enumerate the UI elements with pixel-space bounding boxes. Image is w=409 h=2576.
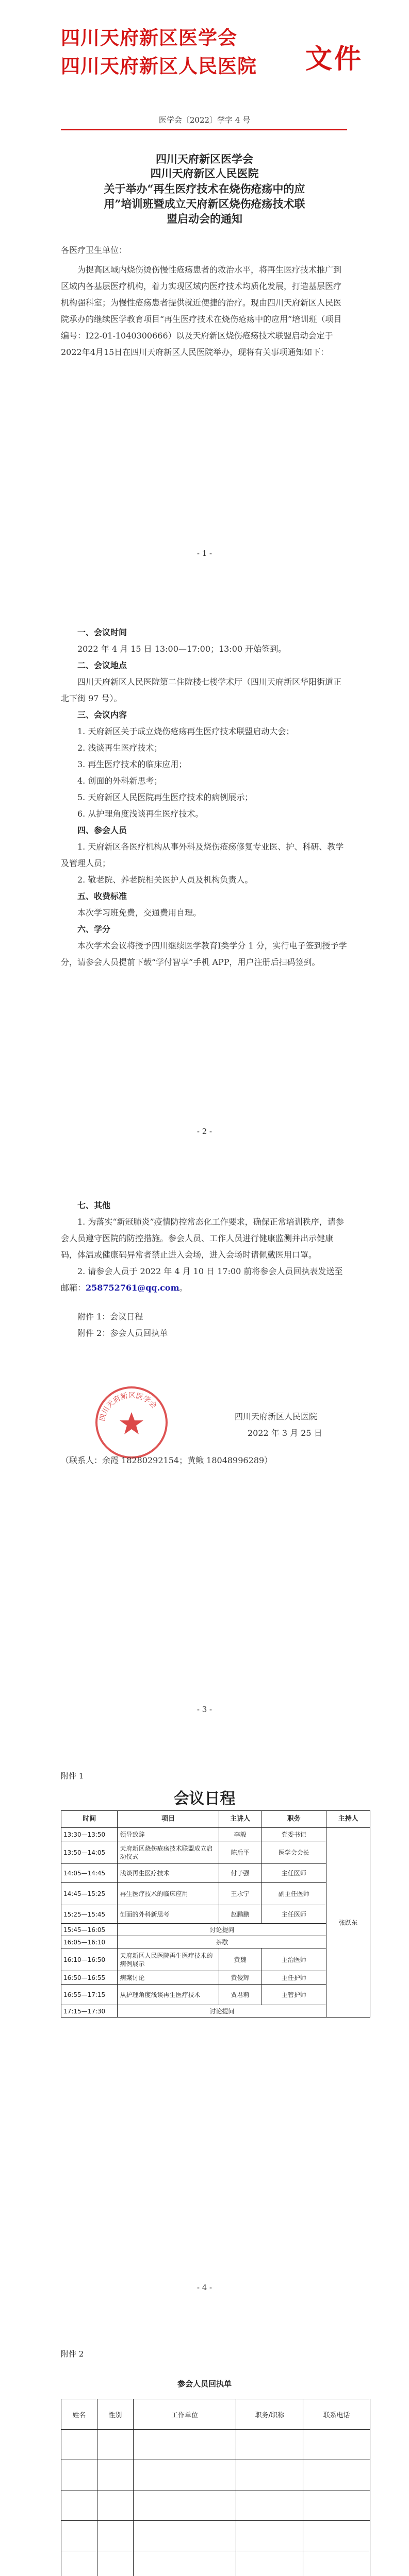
salutation: 各医疗卫生单位： [61, 245, 127, 255]
col-header: 职务 [261, 1811, 326, 1828]
page-number-4: - 4 - [197, 2283, 212, 2292]
receipt-body [61, 2430, 370, 2576]
cell-speaker: 赵鹏鹏 [219, 1905, 261, 1924]
section-3-item: 4. 创面的外科新思考； [77, 776, 162, 786]
col-header: 职务/职称 [236, 2399, 303, 2430]
cell-speaker: 李毅 [219, 1828, 261, 1841]
cell-speaker: 付子强 [219, 1864, 261, 1883]
cell-item: 天府新区人民医院再生医疗技术的病例展示 [118, 1948, 219, 1971]
cell-item: 领导致辞 [118, 1828, 219, 1841]
col-header: 工作单位 [133, 2399, 236, 2430]
section-4-title: 四、参会人员 [77, 825, 127, 835]
table-row [61, 1936, 370, 1948]
table-row [61, 2490, 370, 2521]
cell-item: 创面的外科新思考 [118, 1905, 219, 1924]
table-row [61, 1924, 370, 1936]
section-3-item: 1. 天府新区关于成立烧伤疮疡再生医疗技术联盟启动大会； [77, 726, 295, 736]
table-row [61, 1864, 370, 1883]
official-seal [93, 1384, 170, 1461]
cell-position: 主管护师 [261, 1985, 326, 2005]
cell-time: 15:25—15:45 [61, 1905, 118, 1924]
issuer-1: 四川天府新区医学会 [156, 152, 253, 165]
title-line-1: 关于举办“再生医疗技术在烧伤疮疡中的应 [104, 182, 305, 195]
table-row [61, 1841, 370, 1864]
col-header: 姓名 [61, 2399, 97, 2430]
issuer-2: 四川天府新区人民医院 [150, 167, 259, 180]
cell-time: 14:45—15:25 [61, 1883, 118, 1905]
section-3-title: 三、会议内容 [77, 710, 127, 720]
page-2 [0, 578, 409, 1156]
section-7-title: 七、其他 [77, 1200, 111, 1210]
cell-time: 14:05—14:45 [61, 1864, 118, 1883]
section-3-item: 6. 从护理角度浅谈再生医疗技术。 [77, 809, 204, 819]
page-3 [0, 1156, 409, 1734]
col-header: 主持人 [326, 1811, 370, 1828]
table-row [61, 1971, 370, 1985]
attachment-2: 附件 2：参会人员回执单 [77, 1328, 168, 1338]
section-1-body: 2022 年 4 月 15 日 13:00—17:00；13:00 开始签到。 [77, 644, 287, 654]
cell-time: 16:55—17:15 [61, 1985, 118, 2005]
cell-time: 16:10—16:50 [61, 1948, 118, 1971]
cell-time: 15:45—16:05 [61, 1924, 118, 1936]
red-rule [61, 129, 347, 130]
section-6-body: 本次学术会议将授予四川继续医学教育Ⅰ类学分 1 分，实行电子签到授予学分，请参会人员提前下载“学付智享”手机 APP，用户注册后扫码签到。 [61, 941, 347, 967]
cell-speaker: 陈后平 [219, 1841, 261, 1864]
table-row [61, 1883, 370, 1905]
section-7-item-2-text: 2. 请参会人员于 2022 年 4 月 10 日 17:00 前将参会人员回执表发送至邮箱： [61, 1266, 343, 1293]
header-doc-word: 文件 [305, 43, 364, 75]
section-1-title: 一、会议时间 [77, 628, 127, 637]
section-4-item: 2. 敬老院、养老院相关医护人员及机构负责人。 [77, 875, 253, 885]
cell-item: 天府新区烧伤疮疡技术联盟成立启动仪式 [118, 1841, 219, 1864]
attachment-1: 附件 1：会议日程 [77, 1312, 143, 1321]
receipt-title: 参会人员回执单 [177, 2379, 232, 2388]
cell-item: 再生医疗技术的临床应用 [118, 1883, 219, 1905]
col-header: 性别 [97, 2399, 133, 2430]
section-6-title: 六、学分 [77, 924, 111, 934]
header-org-line2: 四川天府新区人民医院 [61, 55, 257, 77]
page-number-2: - 2 - [197, 1127, 212, 1136]
schedule-table [61, 1810, 370, 2018]
page-number-3: - 3 - [197, 1705, 212, 1714]
cell-time: 16:05—16:10 [61, 1936, 118, 1948]
section-3-item: 3. 再生医疗技术的临床应用； [77, 759, 187, 769]
table-row [61, 2430, 370, 2460]
cell-speaker: 黄俊辉 [219, 1971, 261, 1985]
cell-host: 张跃东 [326, 1828, 370, 2018]
table-row [61, 2521, 370, 2551]
cell-item: 讨论提问 [118, 2005, 326, 2018]
table-row [61, 2551, 370, 2576]
page-number-1: - 1 - [197, 549, 212, 558]
signature-org: 四川天府新区人民医院 [235, 1412, 318, 1421]
cell-position: 主任医师 [261, 1864, 326, 1883]
section-2-body: 四川天府新区人民医院第二住院楼七楼学术厅（四川天府新区华阳街道正北下街 97 号）。 [61, 677, 342, 703]
table-row [61, 1828, 370, 1841]
table-row [61, 1905, 370, 1924]
col-header: 联系电话 [303, 2399, 370, 2430]
table-row [61, 1948, 370, 1971]
col-header: 主讲人 [219, 1811, 261, 1828]
email-tail: 。 [179, 1283, 188, 1293]
cell-time: 17:15—17:30 [61, 2005, 118, 2018]
table-row [61, 2460, 370, 2490]
seal-text: 四川天府新区医学会 [98, 1391, 158, 1422]
doc-title [67, 181, 342, 226]
title-line-2: 用”培训班暨成立天府新区烧伤疮疡技术联 [104, 197, 305, 210]
section-3-item: 2. 浅谈再生医疗技术； [77, 743, 162, 753]
section-4-item: 1. 天府新区各医疗机构从事外科及烧伤疮疡修复专业医、护、科研、教学及管理人员； [61, 842, 344, 868]
cell-item: 讨论提问 [118, 1924, 326, 1936]
page-1 [0, 0, 409, 578]
receipt-header-row [61, 2399, 370, 2430]
section-2-title: 二、会议地点 [77, 660, 127, 670]
section-7 [61, 1197, 347, 1342]
table-row [61, 1985, 370, 2005]
receipt-table [61, 2399, 370, 2576]
contact-line: （联系人：余霞 18280292154；黄鳅 18048996289） [61, 1455, 273, 1465]
cell-item: 从护理角度浅谈再生医疗技术 [118, 1985, 219, 2005]
cell-position: 主任护师 [261, 1971, 326, 1985]
signature-date: 2022 年 3 月 25 日 [248, 1428, 322, 1438]
section-3-item: 5. 天府新区人民医院再生医疗技术的病例展示； [77, 792, 253, 802]
cell-item: 病案讨论 [118, 1971, 219, 1985]
section-5-body: 本次学习班免费，交通费用自理。 [77, 908, 202, 918]
cell-position: 党委书记 [261, 1828, 326, 1841]
email-link[interactable]: 258752761@qq.com [86, 1283, 179, 1293]
header-org-line1: 四川天府新区医学会 [61, 26, 237, 49]
cell-speaker: 贾君莉 [219, 1985, 261, 2005]
intro-paragraph: 为提高区域内烧伤烫伤慢性疮疡患者的救治水平，将再生医疗技术推广到区域内各基层医疗机构，着力实现区域内医疗技术均质化发展，打造基层医疗机构强科室；为慢性疮疡患者提供就近便捷的治疗。现由四川天府新区人民医院承办的继续医学教育项目“再生医疗技术在烧伤疮疡中的应用”培训班（项目编号：Ⅰ22-01-1040300666）以及天府新区烧伤疮疡技术联盟启动会定于2022年4月15日在四川天府新区人民医院举办，现将有关事项通知如下： [61, 265, 342, 357]
section-5-title: 五、收费标准 [77, 891, 127, 901]
cell-time: 13:30—13:50 [61, 1828, 118, 1841]
page-4 [0, 1734, 409, 2312]
cell-item: 浅谈再生医疗技术 [118, 1864, 219, 1883]
annex-1-label: 附件 1 [61, 1771, 84, 1781]
section-7-item-2 [61, 1263, 347, 1296]
table-row [61, 2005, 370, 2018]
section-body [61, 624, 347, 971]
cell-speaker: 王永宁 [219, 1883, 261, 1905]
cell-position: 医学会会长 [261, 1841, 326, 1864]
section-7-item: 1. 为落实“新冠肺炎”疫情防控常态化工作要求，确保正常培训秩序，请参会人员遵守医院的防控措施。参会人员、工作人员进行健康监测并出示健康码，体温或健康码异常者禁止进入会场，进入会场时请佩戴医用口罩。 [61, 1217, 344, 1260]
cell-speaker: 黄魏 [219, 1948, 261, 1971]
col-header: 时间 [61, 1811, 118, 1828]
annex-2-label: 附件 2 [61, 2349, 84, 2359]
schedule-header-row [61, 1811, 370, 1828]
title-line-3: 盟启动会的通知 [167, 212, 242, 225]
cell-position: 主治医师 [261, 1948, 326, 1971]
col-header: 项目 [118, 1811, 219, 1828]
cell-time: 13:50—14:05 [61, 1841, 118, 1864]
cell-position: 主任医师 [261, 1905, 326, 1924]
cell-position: 副主任医师 [261, 1883, 326, 1905]
schedule-title: 会议日程 [173, 1790, 236, 1808]
cell-time: 16:50—16:55 [61, 1971, 118, 1985]
cell-item: 茶歇 [118, 1936, 326, 1948]
doc-number: 医学会〔2022〕学字 4 号 [158, 115, 251, 125]
page-5 [0, 2312, 409, 2576]
